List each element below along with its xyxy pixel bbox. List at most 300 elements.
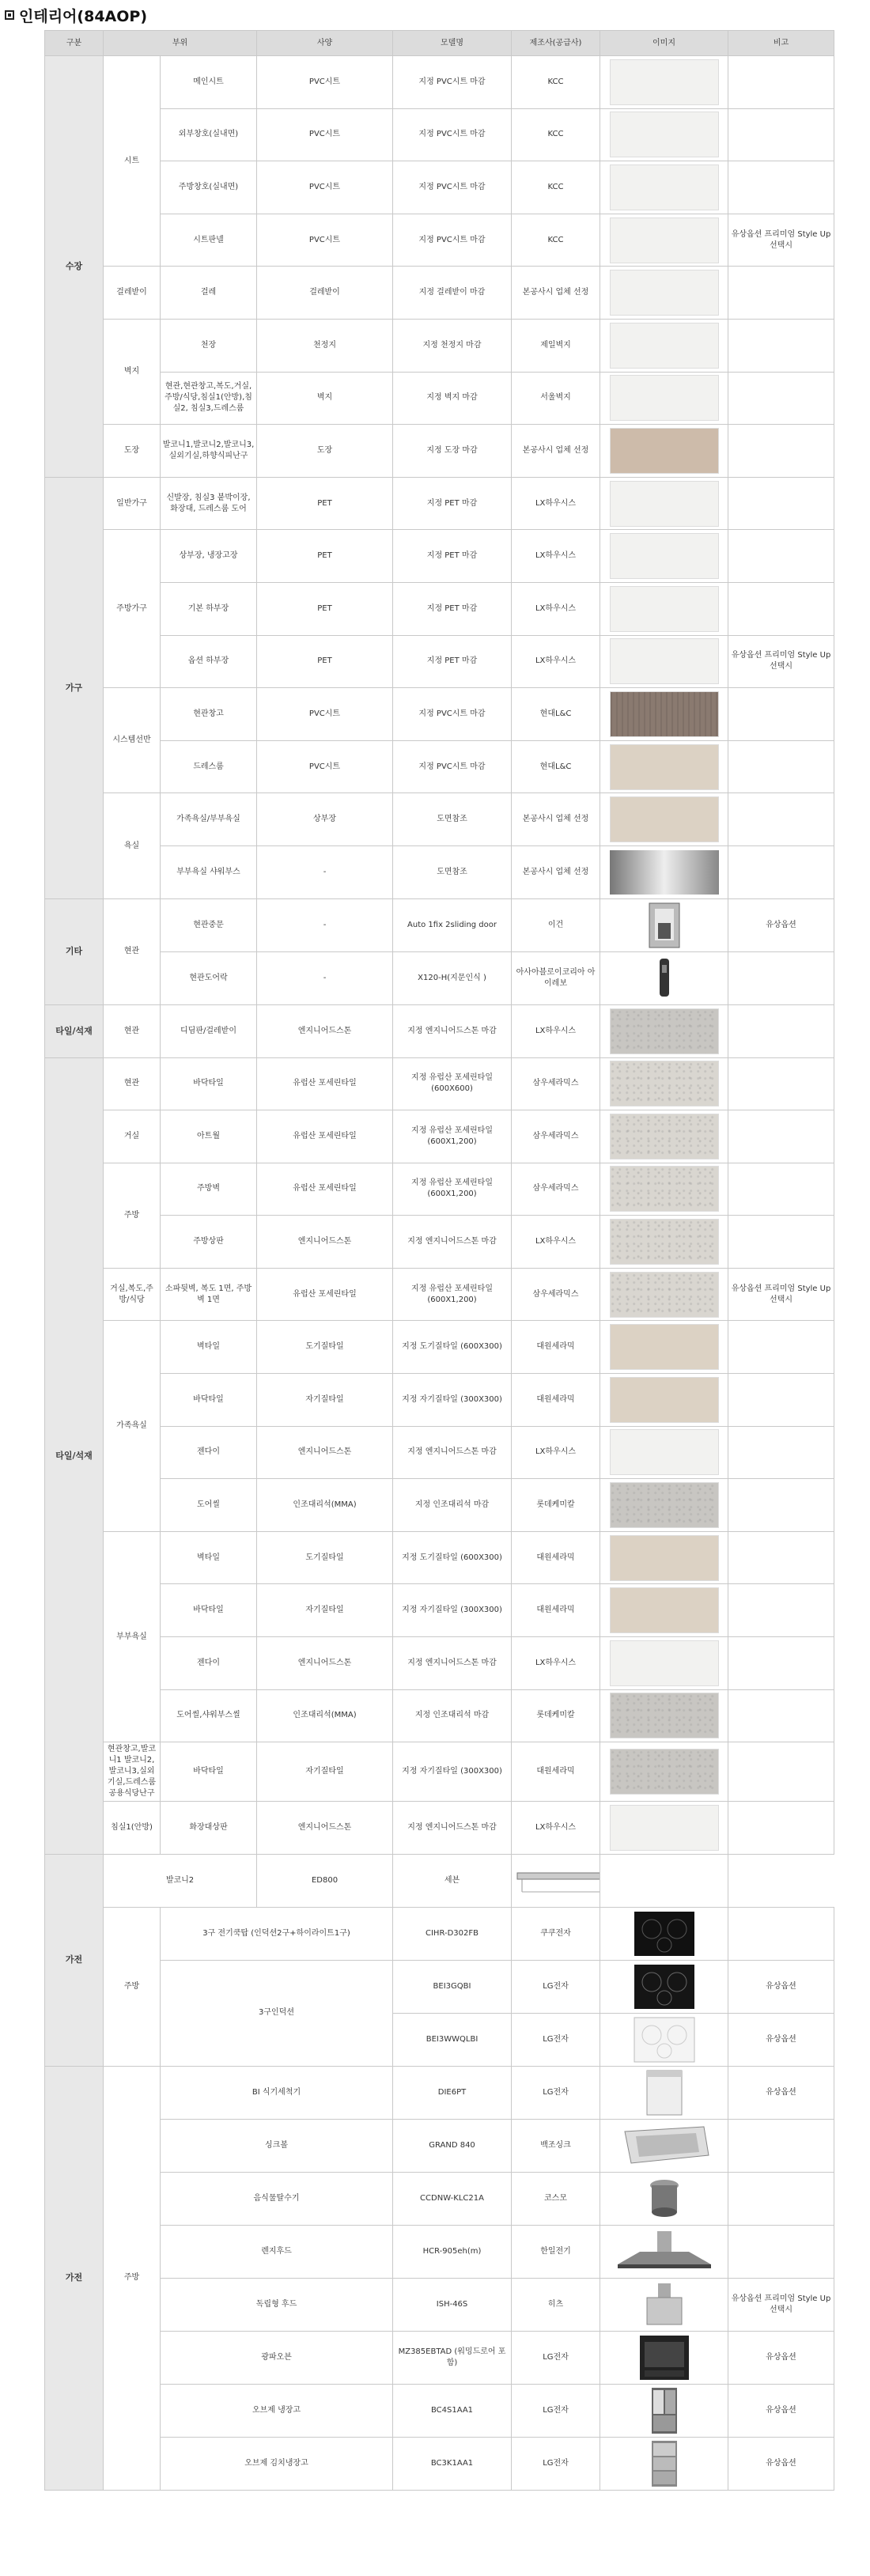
table-row xyxy=(45,56,834,109)
maker-cell: LG전자 xyxy=(512,2437,600,2490)
section-cell: 기타 xyxy=(45,898,104,1004)
maker-cell: LG전자 xyxy=(512,2013,600,2066)
product-image xyxy=(610,2228,719,2275)
maker-cell: LX하우시스 xyxy=(512,477,600,530)
note-cell: 유상옵션 xyxy=(728,2437,834,2490)
maker-cell: 삼우세라믹스 xyxy=(512,1057,600,1110)
model-cell: 지정 도장 마감 xyxy=(393,425,512,478)
maker-cell: LG전자 xyxy=(512,1960,600,2013)
section-cell: 수장 xyxy=(45,56,104,478)
image-cell xyxy=(600,1163,728,1216)
model-cell: 지정 엔지니어드스톤 마감 xyxy=(393,1637,512,1690)
note-cell xyxy=(728,2119,834,2172)
maker-cell: LX하우시스 xyxy=(512,1802,600,1855)
table-row xyxy=(45,2278,834,2331)
spec-cell: 엔지니어드스톤 xyxy=(257,1802,393,1855)
part-cell: 부부욕실 샤워부스 xyxy=(161,845,257,898)
part-cell: 소파뒷벽, 복도 1면, 주방 벽 1면 xyxy=(161,1268,257,1321)
table-row xyxy=(45,214,834,267)
product-image xyxy=(610,2387,719,2434)
maker-cell: 대원세라믹 xyxy=(512,1531,600,1584)
model-cell: 지정 유럽산 포세린타일 (600X600) xyxy=(393,1057,512,1110)
part-cell: 드레스룸 xyxy=(161,740,257,793)
model-cell: 지정 PVC시트 마감 xyxy=(393,56,512,109)
spec-cell: 엔지니어드스톤 xyxy=(257,1426,393,1479)
note-cell xyxy=(728,372,834,425)
part-cell: 상부장, 냉장고장 xyxy=(161,530,257,583)
image-cell xyxy=(600,1637,728,1690)
note-cell xyxy=(728,793,834,846)
image-cell xyxy=(512,1854,600,1907)
material-swatch xyxy=(610,428,719,474)
note-cell xyxy=(728,845,834,898)
image-cell xyxy=(600,1426,728,1479)
part-cell: 바닥타일 xyxy=(161,1374,257,1427)
model-cell: 지정 PVC시트 마감 xyxy=(393,214,512,267)
group-cell: 현관창고,발코니1 발코니2,발코니3,실외기실,드레스룸 공용식당난구 xyxy=(104,1742,161,1802)
note-cell xyxy=(728,1531,834,1584)
table-row xyxy=(45,319,834,372)
part-cell: 디딤판/걸레받이 xyxy=(161,1004,257,1057)
material-swatch xyxy=(610,1640,719,1686)
image-cell xyxy=(600,688,728,741)
header-maker: 제조사(공급사) xyxy=(512,31,600,56)
spec-cell: 엔지니어드스톤 xyxy=(257,1004,393,1057)
image-cell xyxy=(600,1479,728,1532)
table-row xyxy=(45,2066,834,2119)
group-cell: 벽지 xyxy=(104,319,161,424)
note-cell xyxy=(728,319,834,372)
table-row xyxy=(45,1374,834,1427)
spec-cell: 싱크볼 xyxy=(161,2119,393,2172)
image-cell xyxy=(600,2384,728,2437)
maker-cell: KCC xyxy=(512,161,600,214)
maker-cell: 대원세라믹 xyxy=(512,1584,600,1637)
part-cell: 외부창호(실내면) xyxy=(161,108,257,161)
part-cell: 주방상판 xyxy=(161,1216,257,1269)
note-cell xyxy=(728,161,834,214)
spec-cell: PVC시트 xyxy=(257,108,393,161)
group-cell: 거실 xyxy=(104,1110,161,1163)
spec-cell: 도장 xyxy=(257,425,393,478)
table-row xyxy=(45,635,834,688)
maker-cell: 대원세라믹 xyxy=(512,1742,600,1802)
model-cell: 지정 천정지 마감 xyxy=(393,319,512,372)
part-cell: 벽타일 xyxy=(161,1531,257,1584)
spec-cell: 자기질타일 xyxy=(257,1374,393,1427)
maker-cell: 롯데케미칼 xyxy=(512,1689,600,1742)
model-cell: 지정 엔지니어드스톤 마감 xyxy=(393,1004,512,1057)
material-swatch xyxy=(610,270,719,316)
image-cell xyxy=(600,425,728,478)
image-cell xyxy=(600,2331,728,2384)
model-cell: 지정 도기질타일 (600X300) xyxy=(393,1321,512,1374)
maker-cell: LX하우시스 xyxy=(512,530,600,583)
model-cell: 지정 PVC시트 마감 xyxy=(393,108,512,161)
group-cell: 침실1(안방) xyxy=(104,1802,161,1855)
spec-cell: 상부장 xyxy=(257,793,393,846)
table-row xyxy=(45,1689,834,1742)
model-cell: 지정 인조대리석 마감 xyxy=(393,1689,512,1742)
part-cell: 현관창고 xyxy=(161,688,257,741)
table-row xyxy=(45,1960,834,2013)
spec-cell: 유럽산 포세린타일 xyxy=(257,1268,393,1321)
material-swatch xyxy=(610,1587,719,1633)
table-row xyxy=(45,2225,834,2278)
model-cell: 지정 엔지니어드스톤 마감 xyxy=(393,1216,512,1269)
part-cell: 시트판넬 xyxy=(161,214,257,267)
model-cell: 지정 유럽산 포세린타일 (600X1,200) xyxy=(393,1110,512,1163)
image-cell xyxy=(600,1584,728,1637)
maker-cell: KCC xyxy=(512,108,600,161)
table-row xyxy=(45,582,834,635)
image-cell xyxy=(600,1216,728,1269)
image-cell xyxy=(600,319,728,372)
table-row xyxy=(45,1637,834,1690)
spec-cell: 유럽산 포세린타일 xyxy=(257,1163,393,1216)
group-cell: 현관 xyxy=(104,898,161,1004)
maker-cell: LX하우시스 xyxy=(512,1426,600,1479)
note-cell xyxy=(728,1689,834,1742)
spec-cell: PVC시트 xyxy=(257,688,393,741)
image-cell xyxy=(600,56,728,109)
note-cell xyxy=(728,425,834,478)
image-cell xyxy=(600,582,728,635)
material-swatch xyxy=(610,481,719,527)
note-cell: 유상옵션 xyxy=(728,2066,834,2119)
part-cell: 현관도어락 xyxy=(161,951,257,1004)
image-cell xyxy=(600,1907,728,1960)
spec-cell: 자기질타일 xyxy=(257,1742,393,1802)
group-cell: 시스템선반 xyxy=(104,688,161,793)
image-cell xyxy=(600,1531,728,1584)
model-cell: CCDNW-KLC21A xyxy=(393,2172,512,2225)
table-row xyxy=(45,1531,834,1584)
part-cell: 가족욕실/부부욕실 xyxy=(161,793,257,846)
product-image xyxy=(610,955,719,1002)
note-cell xyxy=(728,1637,834,1690)
maker-cell: 한일전기 xyxy=(512,2225,600,2278)
model-cell: 지정 자기질타일 (300X300) xyxy=(393,1374,512,1427)
image-cell xyxy=(600,740,728,793)
note-cell xyxy=(728,1742,834,1802)
material-swatch xyxy=(610,112,719,157)
maker-cell: 본공사시 업체 선정 xyxy=(512,267,600,320)
spec-cell: BI 식기세척기 xyxy=(161,2066,393,2119)
image-cell xyxy=(600,477,728,530)
image-cell xyxy=(600,635,728,688)
maker-cell: 본공사시 업체 선정 xyxy=(512,793,600,846)
spec-cell: PVC시트 xyxy=(257,56,393,109)
image-cell xyxy=(600,372,728,425)
part-cell: 3구인덕션 xyxy=(161,1960,393,2066)
material-swatch xyxy=(610,533,719,579)
spec-cell: 오브제 김치냉장고 xyxy=(161,2437,393,2490)
note-cell xyxy=(728,267,834,320)
spec-cell: PET xyxy=(257,635,393,688)
spec-cell: 천정지 xyxy=(257,319,393,372)
table-row xyxy=(45,898,834,951)
note-cell xyxy=(728,2172,834,2225)
header-spec: 사양 xyxy=(257,31,393,56)
table-row xyxy=(45,793,834,846)
image-cell xyxy=(600,845,728,898)
material-swatch xyxy=(610,59,719,105)
table-row xyxy=(45,845,834,898)
part-cell: 3구 전기쿡탑 (인덕션2구+하이라이트1구) xyxy=(161,1907,393,1960)
table-row xyxy=(45,1216,834,1269)
table-row xyxy=(45,2172,834,2225)
note-cell xyxy=(728,688,834,741)
note-cell xyxy=(728,1584,834,1637)
material-swatch xyxy=(610,1114,719,1159)
model-cell: 지정 인조대리석 마감 xyxy=(393,1479,512,1532)
maker-cell: 백조싱크 xyxy=(512,2119,600,2172)
group-cell: 거실,복도,주방/식당 xyxy=(104,1268,161,1321)
image-cell xyxy=(600,267,728,320)
maker-cell: LG전자 xyxy=(512,2066,600,2119)
note-cell xyxy=(728,1374,834,1427)
interior-spec-table xyxy=(44,30,834,2491)
table-row xyxy=(45,1426,834,1479)
spec-cell: 오브제 냉장고 xyxy=(161,2384,393,2437)
material-swatch xyxy=(610,796,719,842)
image-cell xyxy=(600,2278,728,2331)
part-cell: 아트월 xyxy=(161,1110,257,1163)
part-cell: 천장 xyxy=(161,319,257,372)
model-cell: BC4S1AA1 xyxy=(393,2384,512,2437)
part-cell: 발코니1,발코니2,발코니3,실외기실,하향식피난구 xyxy=(161,425,257,478)
material-swatch xyxy=(610,1377,719,1423)
note-cell xyxy=(728,1216,834,1269)
note-cell xyxy=(728,582,834,635)
spec-cell: 유럽산 포세린타일 xyxy=(257,1110,393,1163)
image-cell xyxy=(600,2225,728,2278)
spec-cell: 엔지니어드스톤 xyxy=(257,1216,393,1269)
note-cell: 유상옵션 프리미엄 Style Up 선택시 xyxy=(728,2278,834,2331)
model-cell: 지정 자기질타일 (300X300) xyxy=(393,1584,512,1637)
table-header-row xyxy=(45,31,834,56)
part-cell: 젠다이 xyxy=(161,1637,257,1690)
material-swatch xyxy=(610,1219,719,1265)
part-cell: 메인시트 xyxy=(161,56,257,109)
table-row xyxy=(45,477,834,530)
part-cell: 발코니2 xyxy=(104,1854,257,1907)
image-cell xyxy=(600,2437,728,2490)
section-cell: 가전 xyxy=(45,2066,104,2490)
maker-cell: 이건 xyxy=(512,898,600,951)
model-cell: 지정 엔지니어드스톤 마감 xyxy=(393,1426,512,1479)
image-cell xyxy=(600,1004,728,1057)
note-cell xyxy=(600,1854,728,1907)
image-cell xyxy=(600,1268,728,1321)
table-row xyxy=(45,2331,834,2384)
table-row xyxy=(45,1321,834,1374)
model-cell: CIHR-D302FB xyxy=(393,1907,512,1960)
maker-cell: 세븐 xyxy=(393,1854,512,1907)
note-cell xyxy=(728,1479,834,1532)
model-cell: 지정 PVC시트 마감 xyxy=(393,740,512,793)
model-cell: ED800 xyxy=(257,1854,393,1907)
material-swatch xyxy=(610,1749,719,1795)
note-cell xyxy=(728,1907,834,1960)
model-cell: HCR-905eh(m) xyxy=(393,2225,512,2278)
image-cell xyxy=(600,2172,728,2225)
group-cell: 욕실 xyxy=(104,793,161,899)
material-swatch xyxy=(610,1805,719,1851)
product-image xyxy=(610,2069,719,2116)
maker-cell: 대원세라믹 xyxy=(512,1374,600,1427)
material-swatch xyxy=(610,323,719,369)
table-row xyxy=(45,740,834,793)
part-cell: 바닥타일 xyxy=(161,1584,257,1637)
note-cell xyxy=(728,530,834,583)
product-image xyxy=(610,2016,719,2063)
header-model: 모델명 xyxy=(393,31,512,56)
maker-cell: 삼우세라믹스 xyxy=(512,1163,600,1216)
material-swatch xyxy=(610,744,719,790)
image-cell xyxy=(600,214,728,267)
section-cell: 가전 xyxy=(45,1854,104,2066)
maker-cell: LX하우시스 xyxy=(512,1637,600,1690)
model-cell: 지정 PET 마감 xyxy=(393,530,512,583)
table-row xyxy=(45,372,834,425)
group-cell: 주방 xyxy=(104,1163,161,1268)
material-swatch xyxy=(610,218,719,263)
note-cell xyxy=(728,1004,834,1057)
part-cell: 바닥타일 xyxy=(161,1057,257,1110)
spec-cell: 도기질타일 xyxy=(257,1531,393,1584)
model-cell: 지정 엔지니어드스톤 마감 xyxy=(393,1802,512,1855)
maker-cell: LG전자 xyxy=(512,2331,600,2384)
part-cell: 젠다이 xyxy=(161,1426,257,1479)
product-image xyxy=(610,849,719,896)
spec-cell: - xyxy=(257,845,393,898)
image-cell xyxy=(600,530,728,583)
material-swatch xyxy=(610,691,719,737)
maker-cell: 현대L&C xyxy=(512,740,600,793)
product-image xyxy=(610,2122,719,2169)
table-row xyxy=(45,1004,834,1057)
model-cell: 지정 유럽산 포세린타일 (600X1,200) xyxy=(393,1163,512,1216)
model-cell: GRAND 840 xyxy=(393,2119,512,2172)
spec-cell: 음식물탈수기 xyxy=(161,2172,393,2225)
image-cell xyxy=(600,1374,728,1427)
table-row xyxy=(45,1057,834,1110)
table-row xyxy=(45,2437,834,2490)
table-row xyxy=(45,108,834,161)
part-cell: 옵션 하부장 xyxy=(161,635,257,688)
maker-cell: 삼우세라믹스 xyxy=(512,1110,600,1163)
model-cell: 도면참조 xyxy=(393,845,512,898)
maker-cell: LG전자 xyxy=(512,2384,600,2437)
spec-cell: 독립형 후드 xyxy=(161,2278,393,2331)
product-image xyxy=(514,1857,600,1905)
image-cell xyxy=(600,951,728,1004)
part-cell: 현관,현관창고,복도,거실,주방/식당,침실1(안방),침실2, 침실3,드레스룸 xyxy=(161,372,257,425)
group-cell: 주방가구 xyxy=(104,530,161,688)
model-cell: 지정 PVC시트 마감 xyxy=(393,688,512,741)
table-row xyxy=(45,1110,834,1163)
image-cell xyxy=(600,108,728,161)
part-cell: 주방벽 xyxy=(161,1163,257,1216)
image-cell xyxy=(600,2066,728,2119)
image-cell xyxy=(600,1110,728,1163)
maker-cell: 서울벽지 xyxy=(512,372,600,425)
maker-cell: LX하우시스 xyxy=(512,1004,600,1057)
model-cell: BEI3GQBI xyxy=(393,1960,512,2013)
group-cell: 가족욕실 xyxy=(104,1321,161,1531)
image-cell xyxy=(600,1689,728,1742)
model-cell: BEI3WWQLBI xyxy=(393,2013,512,2066)
table-row xyxy=(45,1163,834,1216)
table-row xyxy=(45,530,834,583)
table-row xyxy=(45,1802,834,1855)
product-image xyxy=(610,2440,719,2487)
note-cell: 유상옵션 프리미엄 Style Up 선택시 xyxy=(728,1268,834,1321)
spec-cell: 광파오븐 xyxy=(161,2331,393,2384)
maker-cell: 삼우세라믹스 xyxy=(512,1268,600,1321)
spec-cell: 엔지니어드스톤 xyxy=(257,1637,393,1690)
part-cell: 신발장, 침실3 붙박이장, 화장대, 드레스룸 도어 xyxy=(161,477,257,530)
image-cell xyxy=(600,2119,728,2172)
maker-cell: 제일벽지 xyxy=(512,319,600,372)
image-cell xyxy=(600,1057,728,1110)
part-cell: 주방창호(실내면) xyxy=(161,161,257,214)
table-row xyxy=(45,1854,834,1907)
header-image: 이미지 xyxy=(600,31,728,56)
table-row xyxy=(45,1479,834,1532)
note-cell xyxy=(728,1110,834,1163)
section-cell: 가구 xyxy=(45,477,104,898)
material-swatch xyxy=(610,638,719,684)
image-cell xyxy=(600,161,728,214)
model-cell: 지정 걸레받이 마감 xyxy=(393,267,512,320)
spec-cell: PVC시트 xyxy=(257,740,393,793)
model-cell: BC3K1AA1 xyxy=(393,2437,512,2490)
header-category: 구분 xyxy=(45,31,104,56)
part-cell: 화장대상판 xyxy=(161,1802,257,1855)
part-cell: 도어씰 xyxy=(161,1479,257,1532)
note-cell xyxy=(728,2225,834,2278)
note-cell: 유상옵션 xyxy=(728,1960,834,2013)
maker-cell: 롯데케미칼 xyxy=(512,1479,600,1532)
model-cell: 도면참조 xyxy=(393,793,512,846)
maker-cell: LX하우시스 xyxy=(512,1216,600,1269)
material-swatch xyxy=(610,1324,719,1370)
table-row xyxy=(45,2384,834,2437)
group-cell: 주방 xyxy=(104,1907,161,2066)
note-cell xyxy=(728,1057,834,1110)
product-image xyxy=(610,902,719,949)
image-cell xyxy=(600,1960,728,2013)
material-swatch xyxy=(610,1535,719,1581)
maker-cell: 쿠쿠전자 xyxy=(512,1907,600,1960)
note-cell: 유상옵션 xyxy=(728,2013,834,2066)
table-row xyxy=(45,267,834,320)
image-cell xyxy=(600,793,728,846)
material-swatch xyxy=(610,375,719,421)
part-cell: 현관중문 xyxy=(161,898,257,951)
note-cell xyxy=(728,740,834,793)
table-row xyxy=(45,2119,834,2172)
table-row xyxy=(45,425,834,478)
checkbox-square-icon xyxy=(5,10,14,20)
table-row xyxy=(45,1584,834,1637)
group-cell: 부부욕실 xyxy=(104,1531,161,1742)
group-cell: 도장 xyxy=(104,425,161,478)
part-cell: 걸레 xyxy=(161,267,257,320)
